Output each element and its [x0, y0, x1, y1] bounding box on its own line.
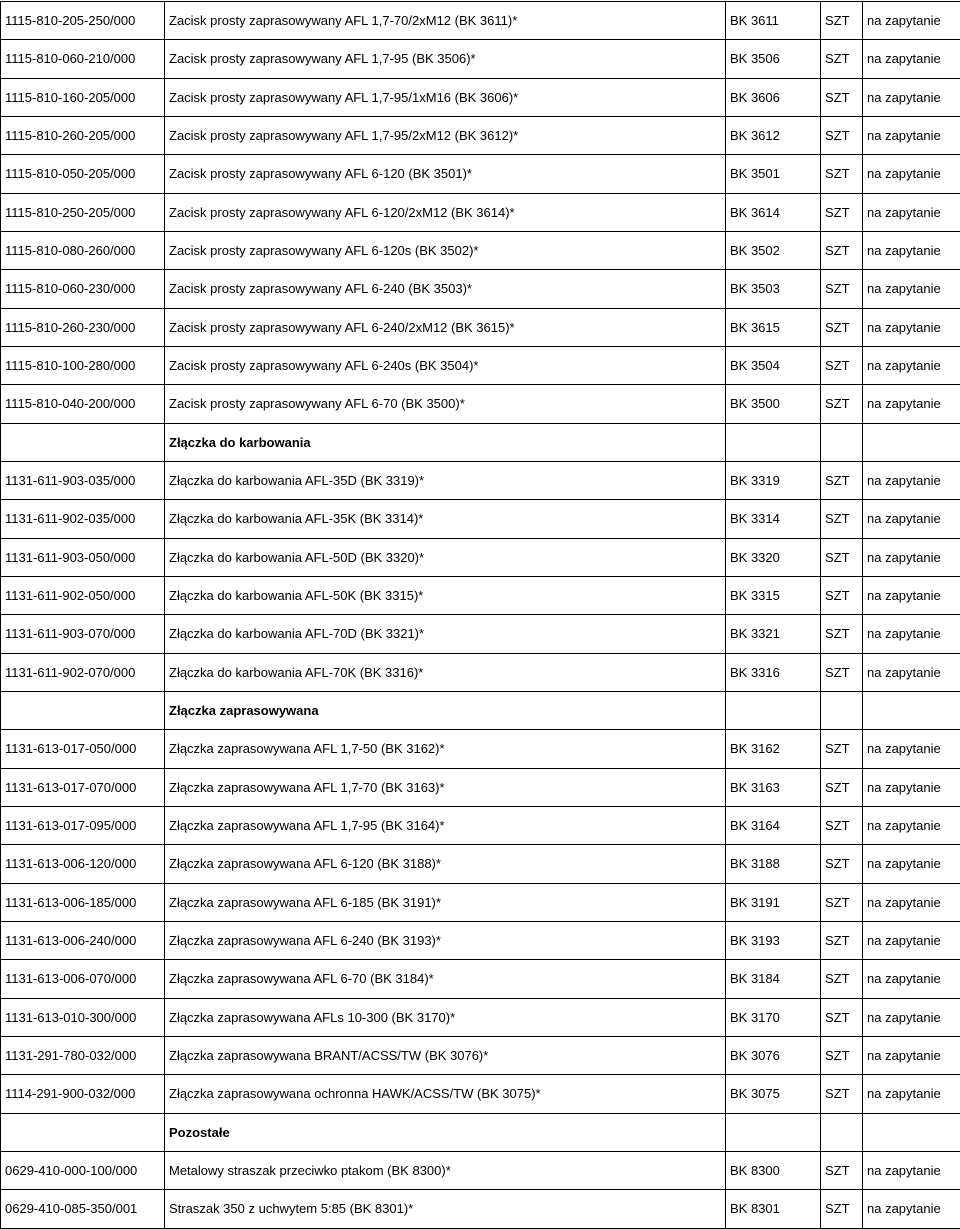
- product-description-cell: Złączka do karbowania AFL-70D (BK 3321)*: [165, 615, 726, 653]
- section-empty-cell: [821, 1113, 863, 1151]
- price-cell: na zapytanie: [863, 385, 960, 423]
- product-code-cell: 1131-613-006-070/000: [1, 960, 165, 998]
- table-row: [1, 538, 960, 576]
- section-empty-cell: [863, 423, 960, 461]
- product-description-cell: Złączka zaprasowywana AFLs 10-300 (BK 3170)*: [165, 998, 726, 1036]
- bk-number-cell: BK 3321: [726, 615, 821, 653]
- product-description-cell: Zacisk prosty zaprasowywany AFL 6-120 (BK 3501)*: [165, 155, 726, 193]
- product-code-cell: 1131-611-902-070/000: [1, 653, 165, 691]
- bk-number-cell: BK 3504: [726, 346, 821, 384]
- unit-cell: SZT: [821, 231, 863, 269]
- table-row: [1, 385, 960, 423]
- table-row: [1, 308, 960, 346]
- price-cell: na zapytanie: [863, 78, 960, 116]
- unit-cell: SZT: [821, 806, 863, 844]
- section-title: Pozostałe: [165, 1113, 726, 1151]
- product-code-cell: 1131-611-903-050/000: [1, 538, 165, 576]
- table-row: [1, 461, 960, 499]
- section-empty-cell: [863, 691, 960, 729]
- unit-cell: SZT: [821, 538, 863, 576]
- product-code-cell: 1131-611-903-035/000: [1, 461, 165, 499]
- price-cell: na zapytanie: [863, 960, 960, 998]
- bk-number-cell: BK 3320: [726, 538, 821, 576]
- unit-cell: SZT: [821, 960, 863, 998]
- table-row: [1, 921, 960, 959]
- table-row: [1, 730, 960, 768]
- bk-number-cell: BK 3315: [726, 576, 821, 614]
- product-description-cell: Zacisk prosty zaprasowywany AFL 1,7-95/1xM16 (BK 3606)*: [165, 78, 726, 116]
- price-cell: na zapytanie: [863, 730, 960, 768]
- price-cell: na zapytanie: [863, 883, 960, 921]
- unit-cell: SZT: [821, 576, 863, 614]
- table-row: [1, 193, 960, 231]
- price-cell: na zapytanie: [863, 1190, 960, 1228]
- product-code-cell: 1115-810-260-230/000: [1, 308, 165, 346]
- table-row: [1, 960, 960, 998]
- product-code-cell: 1115-810-260-205/000: [1, 116, 165, 154]
- bk-number-cell: BK 3612: [726, 116, 821, 154]
- section-empty-cell: [821, 423, 863, 461]
- bk-number-cell: BK 3606: [726, 78, 821, 116]
- product-code-cell: 1131-613-006-120/000: [1, 845, 165, 883]
- section-empty-cell: [1, 691, 165, 729]
- table-row: [1, 1075, 960, 1113]
- bk-number-cell: BK 3191: [726, 883, 821, 921]
- unit-cell: SZT: [821, 308, 863, 346]
- product-description-cell: Złączka zaprasowywana AFL 1,7-95 (BK 3164)*: [165, 806, 726, 844]
- table-row: [1, 653, 960, 691]
- price-cell: na zapytanie: [863, 1075, 960, 1113]
- table-row: [1, 500, 960, 538]
- unit-cell: SZT: [821, 1075, 863, 1113]
- product-description-cell: Zacisk prosty zaprasowywany AFL 6-70 (BK 3500)*: [165, 385, 726, 423]
- price-cell: na zapytanie: [863, 653, 960, 691]
- product-code-cell: 1115-810-100-280/000: [1, 346, 165, 384]
- bk-number-cell: BK 8301: [726, 1190, 821, 1228]
- table-row: [1, 78, 960, 116]
- price-cell: na zapytanie: [863, 921, 960, 959]
- table-row: [1, 346, 960, 384]
- product-code-cell: 1115-810-160-205/000: [1, 78, 165, 116]
- product-description-cell: Złączka do karbowania AFL-50K (BK 3315)*: [165, 576, 726, 614]
- table-row: [1, 998, 960, 1036]
- price-cell: na zapytanie: [863, 308, 960, 346]
- unit-cell: SZT: [821, 116, 863, 154]
- table-row: [1, 615, 960, 653]
- section-empty-cell: [726, 1113, 821, 1151]
- price-cell: na zapytanie: [863, 615, 960, 653]
- section-empty-cell: [726, 691, 821, 729]
- unit-cell: SZT: [821, 1190, 863, 1228]
- section-empty-cell: [726, 423, 821, 461]
- price-list-table: [0, 1, 960, 1229]
- section-empty-cell: [863, 1113, 960, 1151]
- unit-cell: SZT: [821, 461, 863, 499]
- product-code-cell: 1131-613-017-070/000: [1, 768, 165, 806]
- table-row: [1, 2, 960, 40]
- product-code-cell: 1115-810-060-230/000: [1, 270, 165, 308]
- product-description-cell: Złączka zaprasowywana AFL 6-185 (BK 3191)*: [165, 883, 726, 921]
- bk-number-cell: BK 3502: [726, 231, 821, 269]
- section-empty-cell: [821, 691, 863, 729]
- product-code-cell: 1131-613-006-240/000: [1, 921, 165, 959]
- product-description-cell: Złączka zaprasowywana AFL 6-240 (BK 3193)*: [165, 921, 726, 959]
- price-cell: na zapytanie: [863, 40, 960, 78]
- product-description-cell: Metalowy straszak przeciwko ptakom (BK 8300)*: [165, 1151, 726, 1189]
- product-description-cell: Złączka zaprasowywana AFL 6-70 (BK 3184)*: [165, 960, 726, 998]
- unit-cell: SZT: [821, 385, 863, 423]
- table-row: [1, 1036, 960, 1074]
- table-row: [1, 1151, 960, 1189]
- section-header-row: [1, 691, 960, 729]
- price-cell: na zapytanie: [863, 461, 960, 499]
- price-cell: na zapytanie: [863, 806, 960, 844]
- bk-number-cell: BK 3501: [726, 155, 821, 193]
- price-cell: na zapytanie: [863, 116, 960, 154]
- bk-number-cell: BK 3184: [726, 960, 821, 998]
- bk-number-cell: BK 3188: [726, 845, 821, 883]
- price-cell: na zapytanie: [863, 845, 960, 883]
- bk-number-cell: BK 3615: [726, 308, 821, 346]
- product-code-cell: 1131-613-017-050/000: [1, 730, 165, 768]
- price-cell: na zapytanie: [863, 500, 960, 538]
- price-cell: na zapytanie: [863, 2, 960, 40]
- unit-cell: SZT: [821, 270, 863, 308]
- product-description-cell: Zacisk prosty zaprasowywany AFL 1,7-70/2xM12 (BK 3611)*: [165, 2, 726, 40]
- section-header-row: [1, 423, 960, 461]
- unit-cell: SZT: [821, 155, 863, 193]
- bk-number-cell: BK 3193: [726, 921, 821, 959]
- unit-cell: SZT: [821, 921, 863, 959]
- bk-number-cell: BK 3170: [726, 998, 821, 1036]
- unit-cell: SZT: [821, 2, 863, 40]
- product-code-cell: 1114-291-900-032/000: [1, 1075, 165, 1113]
- unit-cell: SZT: [821, 346, 863, 384]
- table-row: [1, 116, 960, 154]
- unit-cell: SZT: [821, 653, 863, 691]
- price-cell: na zapytanie: [863, 346, 960, 384]
- unit-cell: SZT: [821, 998, 863, 1036]
- product-description-cell: Złączka do karbowania AFL-50D (BK 3320)*: [165, 538, 726, 576]
- product-code-cell: 1131-611-903-070/000: [1, 615, 165, 653]
- product-description-cell: Złączka zaprasowywana AFL 1,7-50 (BK 3162)*: [165, 730, 726, 768]
- product-code-cell: 1115-810-250-205/000: [1, 193, 165, 231]
- bk-number-cell: BK 8300: [726, 1151, 821, 1189]
- product-code-cell: 1115-810-060-210/000: [1, 40, 165, 78]
- price-cell: na zapytanie: [863, 576, 960, 614]
- product-code-cell: 1131-613-010-300/000: [1, 998, 165, 1036]
- section-empty-cell: [1, 423, 165, 461]
- product-description-cell: Złączka do karbowania AFL-70K (BK 3316)*: [165, 653, 726, 691]
- bk-number-cell: BK 3163: [726, 768, 821, 806]
- product-code-cell: 1115-810-080-260/000: [1, 231, 165, 269]
- unit-cell: SZT: [821, 500, 863, 538]
- product-description-cell: Zacisk prosty zaprasowywany AFL 6-240s (BK 3504)*: [165, 346, 726, 384]
- table-row: [1, 40, 960, 78]
- product-description-cell: Złączka do karbowania AFL-35K (BK 3314)*: [165, 500, 726, 538]
- table-row: [1, 845, 960, 883]
- bk-number-cell: BK 3611: [726, 2, 821, 40]
- product-code-cell: 1131-611-902-050/000: [1, 576, 165, 614]
- product-code-cell: 1115-810-040-200/000: [1, 385, 165, 423]
- product-code-cell: 1131-611-902-035/000: [1, 500, 165, 538]
- product-description-cell: Zacisk prosty zaprasowywany AFL 1,7-95 (BK 3506)*: [165, 40, 726, 78]
- bk-number-cell: BK 3316: [726, 653, 821, 691]
- bk-number-cell: BK 3164: [726, 806, 821, 844]
- price-cell: na zapytanie: [863, 998, 960, 1036]
- unit-cell: SZT: [821, 193, 863, 231]
- unit-cell: SZT: [821, 615, 863, 653]
- product-code-cell: 1131-613-017-095/000: [1, 806, 165, 844]
- bk-number-cell: BK 3314: [726, 500, 821, 538]
- product-description-cell: Zacisk prosty zaprasowywany AFL 1,7-95/2xM12 (BK 3612)*: [165, 116, 726, 154]
- unit-cell: SZT: [821, 1036, 863, 1074]
- section-title: Złączka do karbowania: [165, 423, 726, 461]
- product-description-cell: Straszak 350 z uchwytem 5:85 (BK 8301)*: [165, 1190, 726, 1228]
- price-cell: na zapytanie: [863, 538, 960, 576]
- table-row: [1, 270, 960, 308]
- product-code-cell: 1131-291-780-032/000: [1, 1036, 165, 1074]
- bk-number-cell: BK 3162: [726, 730, 821, 768]
- table-row: [1, 768, 960, 806]
- product-code-cell: 1115-810-050-205/000: [1, 155, 165, 193]
- table-row: [1, 231, 960, 269]
- product-description-cell: Zacisk prosty zaprasowywany AFL 6-120s (BK 3502)*: [165, 231, 726, 269]
- table-row: [1, 1190, 960, 1228]
- price-cell: na zapytanie: [863, 193, 960, 231]
- product-code-cell: 0629-410-000-100/000: [1, 1151, 165, 1189]
- price-list-body: [1, 2, 960, 1229]
- unit-cell: SZT: [821, 845, 863, 883]
- bk-number-cell: BK 3500: [726, 385, 821, 423]
- product-code-cell: 1131-613-006-185/000: [1, 883, 165, 921]
- bk-number-cell: BK 3503: [726, 270, 821, 308]
- section-empty-cell: [1, 1113, 165, 1151]
- product-code-cell: 0629-410-085-350/001: [1, 1190, 165, 1228]
- unit-cell: SZT: [821, 768, 863, 806]
- price-cell: na zapytanie: [863, 270, 960, 308]
- bk-number-cell: BK 3614: [726, 193, 821, 231]
- table-row: [1, 576, 960, 614]
- table-row: [1, 883, 960, 921]
- product-description-cell: Zacisk prosty zaprasowywany AFL 6-240/2xM12 (BK 3615)*: [165, 308, 726, 346]
- table-row: [1, 155, 960, 193]
- section-title: Złączka zaprasowywana: [165, 691, 726, 729]
- bk-number-cell: BK 3075: [726, 1075, 821, 1113]
- unit-cell: SZT: [821, 78, 863, 116]
- product-description-cell: Złączka zaprasowywana ochronna HAWK/ACSS/TW (BK 3075)*: [165, 1075, 726, 1113]
- price-cell: na zapytanie: [863, 768, 960, 806]
- product-description-cell: Zacisk prosty zaprasowywany AFL 6-120/2xM12 (BK 3614)*: [165, 193, 726, 231]
- product-description-cell: Złączka do karbowania AFL-35D (BK 3319)*: [165, 461, 726, 499]
- unit-cell: SZT: [821, 1151, 863, 1189]
- product-description-cell: Zacisk prosty zaprasowywany AFL 6-240 (BK 3503)*: [165, 270, 726, 308]
- section-header-row: [1, 1113, 960, 1151]
- unit-cell: SZT: [821, 730, 863, 768]
- product-description-cell: Złączka zaprasowywana AFL 1,7-70 (BK 3163)*: [165, 768, 726, 806]
- price-cell: na zapytanie: [863, 155, 960, 193]
- price-cell: na zapytanie: [863, 231, 960, 269]
- product-description-cell: Złączka zaprasowywana AFL 6-120 (BK 3188)*: [165, 845, 726, 883]
- table-row: [1, 806, 960, 844]
- price-cell: na zapytanie: [863, 1036, 960, 1074]
- unit-cell: SZT: [821, 883, 863, 921]
- product-code-cell: 1115-810-205-250/000: [1, 2, 165, 40]
- bk-number-cell: BK 3076: [726, 1036, 821, 1074]
- price-cell: na zapytanie: [863, 1151, 960, 1189]
- product-description-cell: Złączka zaprasowywana BRANT/ACSS/TW (BK 3076)*: [165, 1036, 726, 1074]
- bk-number-cell: BK 3506: [726, 40, 821, 78]
- bk-number-cell: BK 3319: [726, 461, 821, 499]
- unit-cell: SZT: [821, 40, 863, 78]
